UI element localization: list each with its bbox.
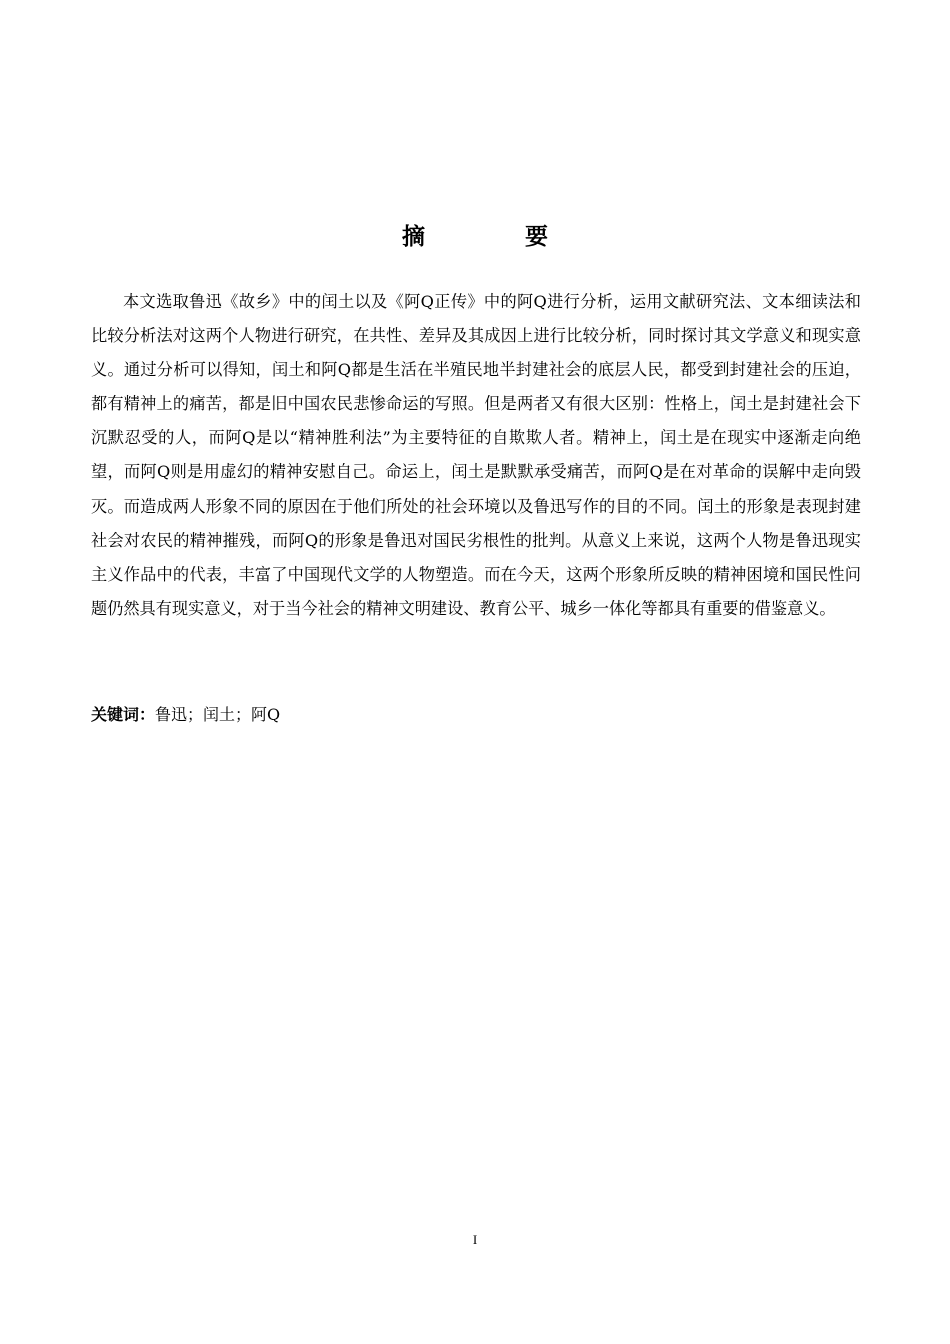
keywords-value: 鲁迅；闰土；阿Q [155, 705, 281, 724]
page-title: 摘 要 [401, 224, 594, 250]
keywords-label: 关键词： [91, 705, 156, 724]
abstract-paragraph: 本文选取鲁迅《故乡》中的闰土以及《阿Q正传》中的阿Q进行分析，运用文献研究法、文本细读法和比较分析法对这两个人物进行研究，在共性、差异及其成因上进行比较分析，同时探讨其文学意义和现实意义。通过分析可以得知，闰土和阿Q都是生活在半殖民地半封建社会的底层人民，都受到封建社会的压迫，都有精神上的痛苦，都是旧中国农民悲惨命运的写照。但是两者又有很大区别：性格上，闰土是封建社会下沉默忍受的人，而阿Q是以“精神胜利法”为主要特征的自欺欺人者。精神上，闰土是在现实中逐渐走向绝望，而阿Q则是用虚幻的精神安慰自己。命运上，闰土是默默承受痛苦，而阿Q是在对革命的误解中走向毁灭。而造成两人形象不同的原因在于他们所处的社会环境以及鲁迅写作的目的不同。闰土的形象是表现封建社会对农民的精神摧残，而阿Q的形象是鲁迅对国民劣根性的批判。从意义上来说，这两个人物是鲁迅现实主义作品中的代表，丰富了中国现代文学的人物塑造。而在今天，这两个形象所反映的精神困境和国民性问题仍然具有现实意义，对于当今社会的精神文明建设、教育公平、城乡一体化等都具有重要的借鉴意义。 [91, 292, 861, 618]
page-number: I [472, 1232, 478, 1247]
keywords-line [91, 700, 280, 730]
